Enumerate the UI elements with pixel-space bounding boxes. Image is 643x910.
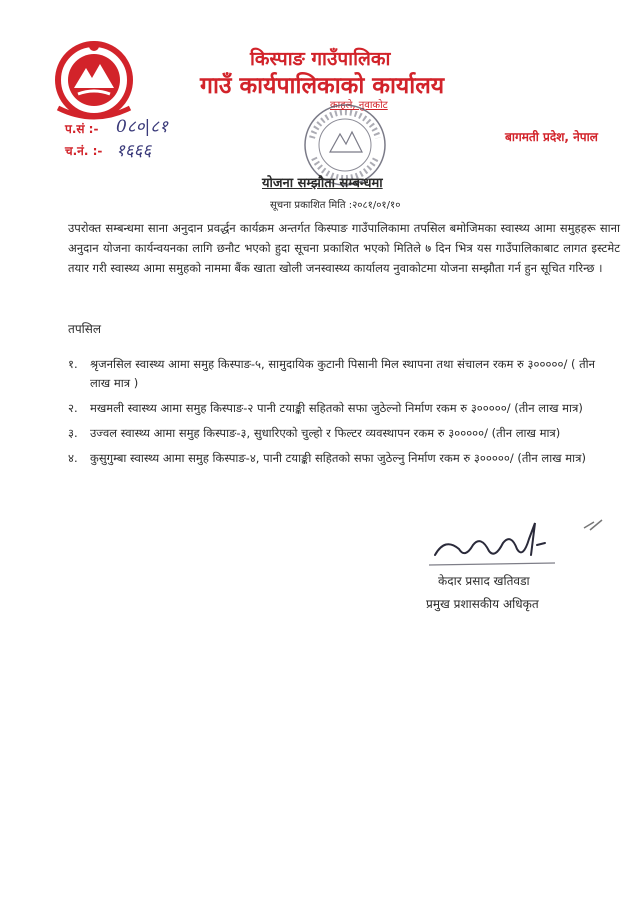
stray-pen-mark [582, 518, 604, 534]
subject-heading: योजना सम्झौता सम्बन्धमा [262, 176, 383, 191]
project-list [68, 355, 613, 474]
office-title: गाउँ कार्यपालिकाको कार्यालय [200, 73, 445, 99]
patra-sankhya-value: 0८०|८१ [116, 117, 168, 137]
item-number: १. [68, 357, 78, 371]
chalani-number-value: १६६६ [116, 141, 152, 161]
item-text: कुसुगुम्बा स्वास्थ्य आमा समुह किस्पाङ-४, पानी टयाङ्की सहितको सफा जुठेल्नु निर्माण रकम रु ३०००००/ (तीन लाख मात्र) [90, 451, 586, 465]
item-text: मखमली स्वास्थ्य आमा समुह किस्पाङ-२ पानी टयाङ्की सहितको सफा जुठेल्नो निर्माण रकम रु ३०००००/ (तीन लाख मात्र) [90, 401, 583, 415]
signer-name: केदार प्रसाद खतिवडा [438, 574, 530, 588]
list-item [68, 449, 613, 468]
item-number: २. [68, 401, 78, 415]
nepal-emblem-logo [48, 38, 140, 120]
list-item [68, 355, 613, 393]
handwritten-signature [425, 515, 565, 575]
list-item [68, 399, 613, 418]
province-label: बागमती प्रदेश, नेपाल [505, 130, 598, 144]
office-name: किस्पाङ गाउँपालिका [250, 48, 391, 70]
office-location: काहले, नुवाकोट [330, 100, 388, 111]
item-number: ४. [68, 451, 78, 465]
published-date: सूचना प्रकाशित मिति :२०८१/०१/१० [270, 200, 401, 211]
tapsil-heading: तपसिल [68, 322, 102, 336]
list-item [68, 424, 613, 443]
item-text: उज्वल स्वास्थ्य आमा समुह किस्पाङ-३, सुधारिएको चुल्हो र फिल्टर व्यवस्थापन रकम रु ३०००००/ (तीन लाख मात्र) [90, 426, 561, 440]
signer-designation: प्रमुख प्रशासकीय अधिकृत [426, 597, 539, 611]
patra-sankhya-label: प.सं :- [65, 122, 99, 136]
item-text: श्रृजनसिल स्वास्थ्य आमा समुह किस्पाङ-५, सामुदायिक कुटानी पिसानी मिल स्थापना तथा संचालन रकम रु ३०००००/ ( तीन लाख मात्र ) [90, 357, 596, 390]
item-number: ३. [68, 426, 78, 440]
chalani-number-label: च.नं. :- [65, 144, 103, 158]
notice-body: उपरोक्त सम्बन्धमा साना अनुदान प्रवर्द्धन कार्यक्रम अन्तर्गत किस्पाङ गाउँपालिकामा तपसिल बमोजिमका स्वास्थ्य आमा समुहहरू साना अनुदान योजना कार्यन्वयनका लागि छनौट भएको हुदा सूचना प्रकाशित भएको मितिले ७ दिन भित्र यस गाउँपालिकाबाट लागत इस्टमेट तयार गरी स्वास्थ्य आमा समुहको नाममा बैंक खाता खोली जनस्वास्थ्य कार्यालय नुवाकोटमा योजना सम्झौता गर्न हुन सूचित गरिन्छ । [68, 221, 620, 275]
